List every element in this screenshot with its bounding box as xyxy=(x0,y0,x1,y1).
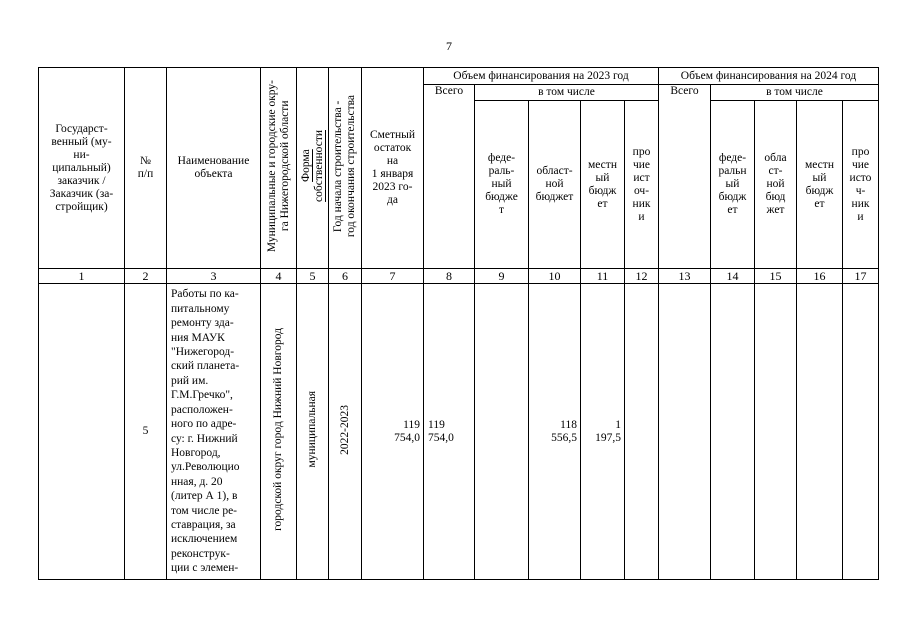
header-funding-2024: Объем финансирования на 2024 год xyxy=(659,68,879,85)
column-number: 11 xyxy=(581,269,625,284)
header-total-2024: Всего xyxy=(659,85,711,269)
column-number: 4 xyxy=(261,269,297,284)
header-object-name: Наименование объекта xyxy=(167,68,261,269)
column-number: 9 xyxy=(475,269,529,284)
page-number: 7 xyxy=(446,39,452,53)
header-other-2024: про чие исто ч- ник и xyxy=(843,101,879,269)
cell-municipality-wrap xyxy=(261,284,297,580)
header-ownership: Форма собственности xyxy=(299,130,325,202)
cell-object-name: Работы по ка- питальному ремонту зда- ния МАУК "Нижегород- ский планета- рий им. Г.М.Гречко", расположен- ного по адре- су: г. Нижний Новгород, ул.Революцио нная, д. 20 (литер А 1), в том числе ре- ставрация, за исключением реконструк- ции с элемен- xyxy=(167,284,261,580)
cell-federal-2023 xyxy=(475,284,529,580)
header-total-2023: Всего xyxy=(424,85,475,269)
column-number: 17 xyxy=(843,269,879,284)
column-number-row xyxy=(39,269,879,284)
header-other-2023: про чие ист оч- ник и xyxy=(625,101,659,269)
cell-total-2024 xyxy=(659,284,711,580)
cell-ownership: муниципальная xyxy=(306,391,318,468)
column-number: 10 xyxy=(529,269,581,284)
column-number: 12 xyxy=(625,269,659,284)
header-years-cell xyxy=(329,68,362,269)
column-number: 3 xyxy=(167,269,261,284)
column-number: 7 xyxy=(362,269,424,284)
cell-years-wrap xyxy=(329,284,362,580)
cell-other-2024 xyxy=(843,284,879,580)
cell-regional-2024 xyxy=(755,284,797,580)
cell-municipality: городской округ город Нижний Новгород xyxy=(272,328,284,531)
header-customer: Государст- венный (му- ни- ципальный) заказчик / Заказчик (за- стройщик) xyxy=(39,68,125,269)
header-regional-2024: обла ст- ной бюд жет xyxy=(755,101,797,269)
column-number: 8 xyxy=(424,269,475,284)
cell-local-2024 xyxy=(797,284,843,580)
header-including-2023: в том числе xyxy=(475,85,659,101)
header-local-2024: местн ый бюдж ет xyxy=(797,101,843,269)
column-number: 13 xyxy=(659,269,711,284)
column-number: 5 xyxy=(297,269,329,284)
header-federal-2023: феде- раль- ный бюдже т xyxy=(475,101,529,269)
header-local-2023: местн ый бюдж ет xyxy=(581,101,625,269)
cell-balance: 119 754,0 xyxy=(362,284,424,580)
cell-total-2023: 119 754,0 xyxy=(424,284,475,580)
cell-regional-2023: 118 556,5 xyxy=(529,284,581,580)
cell-customer xyxy=(39,284,125,580)
column-number: 15 xyxy=(755,269,797,284)
header-years: Год начала строительства - год окончания строительства xyxy=(332,94,357,238)
header-federal-2024: феде- ральн ый бюдж ет xyxy=(711,101,755,269)
column-number: 14 xyxy=(711,269,755,284)
cell-federal-2024 xyxy=(711,284,755,580)
header-municipality-cell xyxy=(261,68,297,269)
financing-table xyxy=(38,67,879,580)
cell-years: 2022-2023 xyxy=(338,404,351,455)
header-including-2024: в том числе xyxy=(711,85,879,101)
column-number: 1 xyxy=(39,269,125,284)
cell-local-2023: 1 197,5 xyxy=(581,284,625,580)
column-number: 6 xyxy=(329,269,362,284)
column-number: 16 xyxy=(797,269,843,284)
header-number: № п/п xyxy=(125,68,167,269)
cell-ownership-wrap xyxy=(297,284,329,580)
header-municipality: Муниципальные и городские окру- га Нижегородской области xyxy=(265,79,291,253)
cell-number: 5 xyxy=(125,284,167,580)
column-number: 2 xyxy=(125,269,167,284)
header-ownership-cell xyxy=(297,68,329,269)
header-funding-2023: Объем финансирования на 2023 год xyxy=(424,68,659,85)
cell-other-2023 xyxy=(625,284,659,580)
header-regional-2023: област- ной бюджет xyxy=(529,101,581,269)
header-balance: Сметный остаток на 1 января 2023 го- да xyxy=(362,68,424,269)
table-row xyxy=(39,284,879,580)
